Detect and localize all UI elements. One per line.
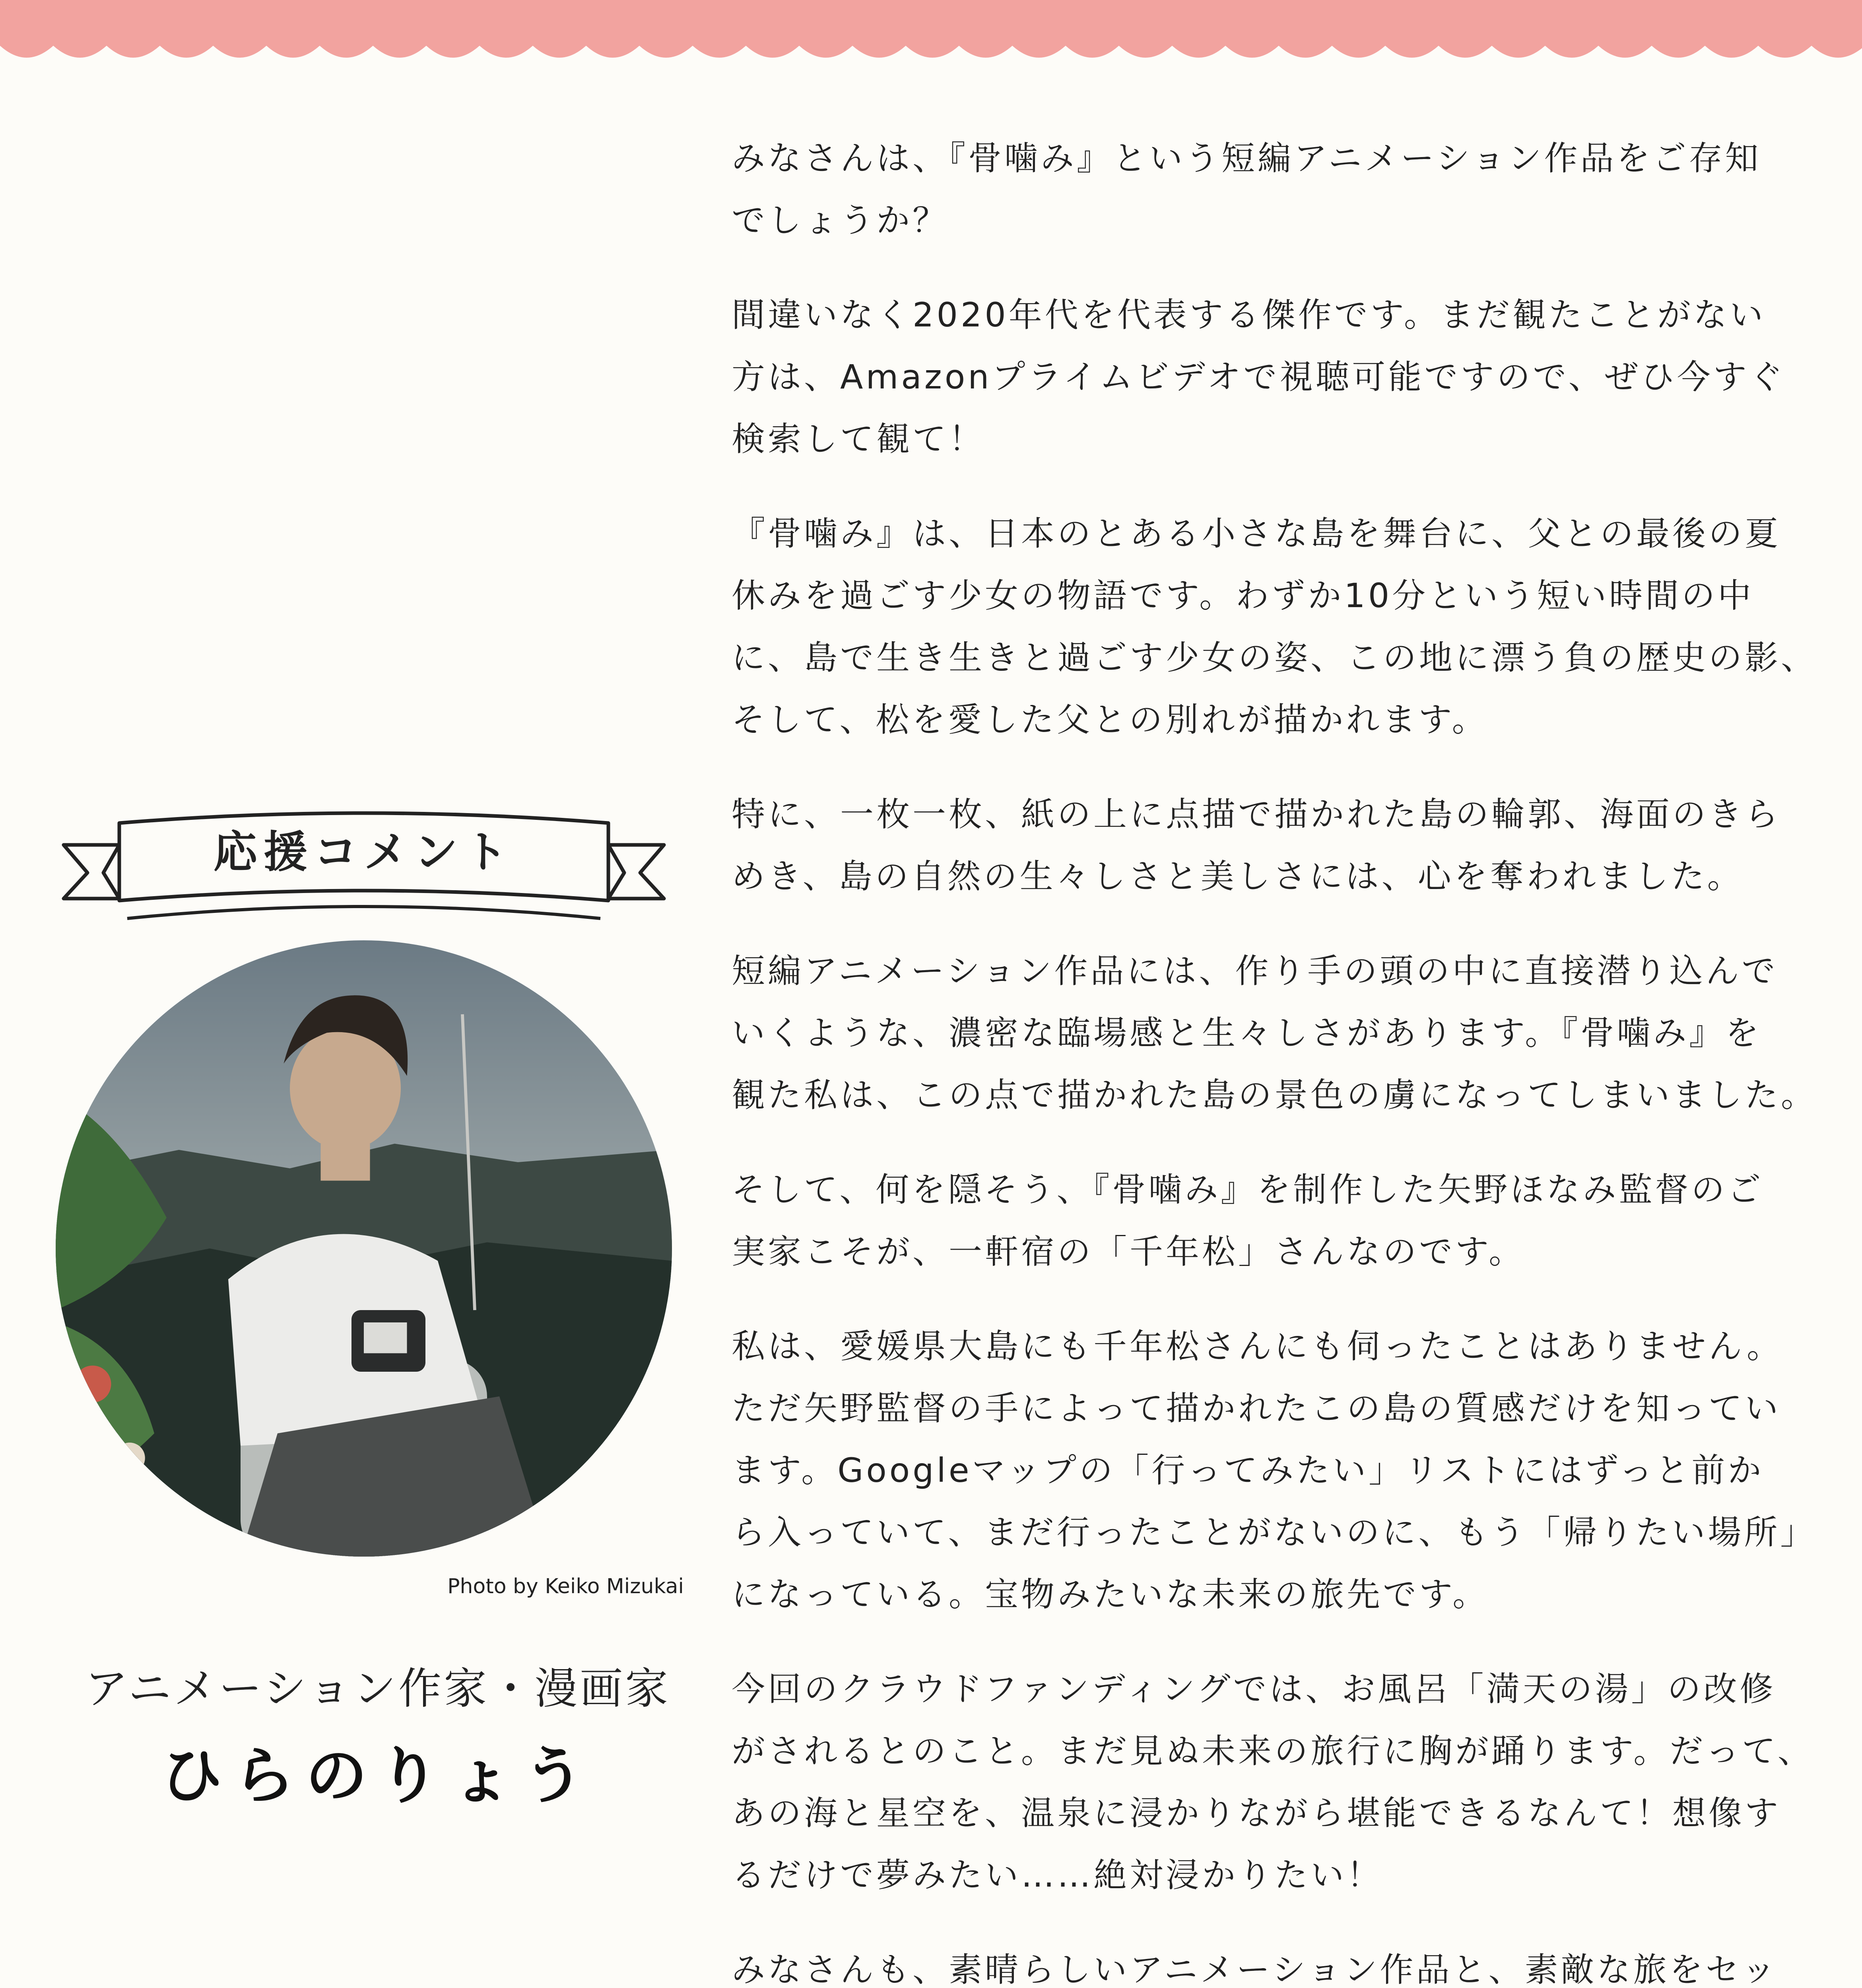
paragraph: みなさんも、素晴らしいアニメーション作品と、素敵な旅をセッ <box>732 1950 1778 1988</box>
paragraph: 間違いなく2020年代を代表する傑作です。まだ観たことがない 方は、Amazonプライムビデオで視聴可能ですので、ぜひ今すぐ 検索して観て！ <box>732 295 1786 458</box>
paragraph: そして、何を隠そう、『骨噛み』を制作した矢野ほなみ監督のご 実家こそが、一軒宿の「千年松」さんなのです。 <box>732 1170 1764 1271</box>
author-name: ひらのりょう <box>161 1740 595 1812</box>
paragraph: 『骨噛み』は、日本のとある小さな島を舞台に、父との最後の夏 休みを過ごす少女の物語です。わずか10分という短い時間の中 に、島で生き生きと過ごす少女の姿、この地に漂う負の歴史の影、 そして、松を愛した父との別れが描かれます。 <box>732 514 1817 739</box>
article-body <box>732 127 1837 1988</box>
author-role: アニメーション作家・漫画家 <box>85 1664 671 1714</box>
banner-label: 応援コメント <box>214 827 514 878</box>
paragraph: みなさんは、『骨噛み』という短編アニメーション作品をご存知 でしょうか？ <box>732 139 1761 240</box>
paragraph: 特に、一枚一枚、紙の上に点描で描かれた島の輪郭、海面のきら めき、島の自然の生々しさと美しさには、心を奪われました。 <box>732 795 1781 896</box>
paragraph: 短編アニメーション作品には、作り手の頭の中に直接潜り込んで いくような、濃密な臨場感と生々しさがあります。『骨噛み』を 観た私は、この点で描かれた島の景色の虜になってしまいました。 <box>732 951 1817 1114</box>
photo-credit: Photo by Keiko Mizukai <box>447 1574 684 1598</box>
top-wave-border <box>0 0 1862 68</box>
portrait-photo <box>56 940 672 1557</box>
paragraph: 私は、愛媛県大島にも千年松さんにも伺ったことはありません。 ただ矢野監督の手によって描かれたこの島の質感だけを知ってい ます。Googleマップの「行ってみたい」リストにはずっと前か ら入っていて、まだ行ったことがないのに、もう「帰りたい場所」 になっている。宝物みたいな未来の旅先です。 <box>732 1327 1817 1614</box>
paragraph: 今回のクラウドファンディングでは、お風呂「満天の湯」の改修 がされるとのこと。まだ見ぬ未来の旅行に胸が踊ります。だって、 あの海と星空を、温泉に浸かりながら堪能できるなんて！想像す るだけで夢みたい……絶対浸かりたい！ <box>732 1670 1814 1895</box>
